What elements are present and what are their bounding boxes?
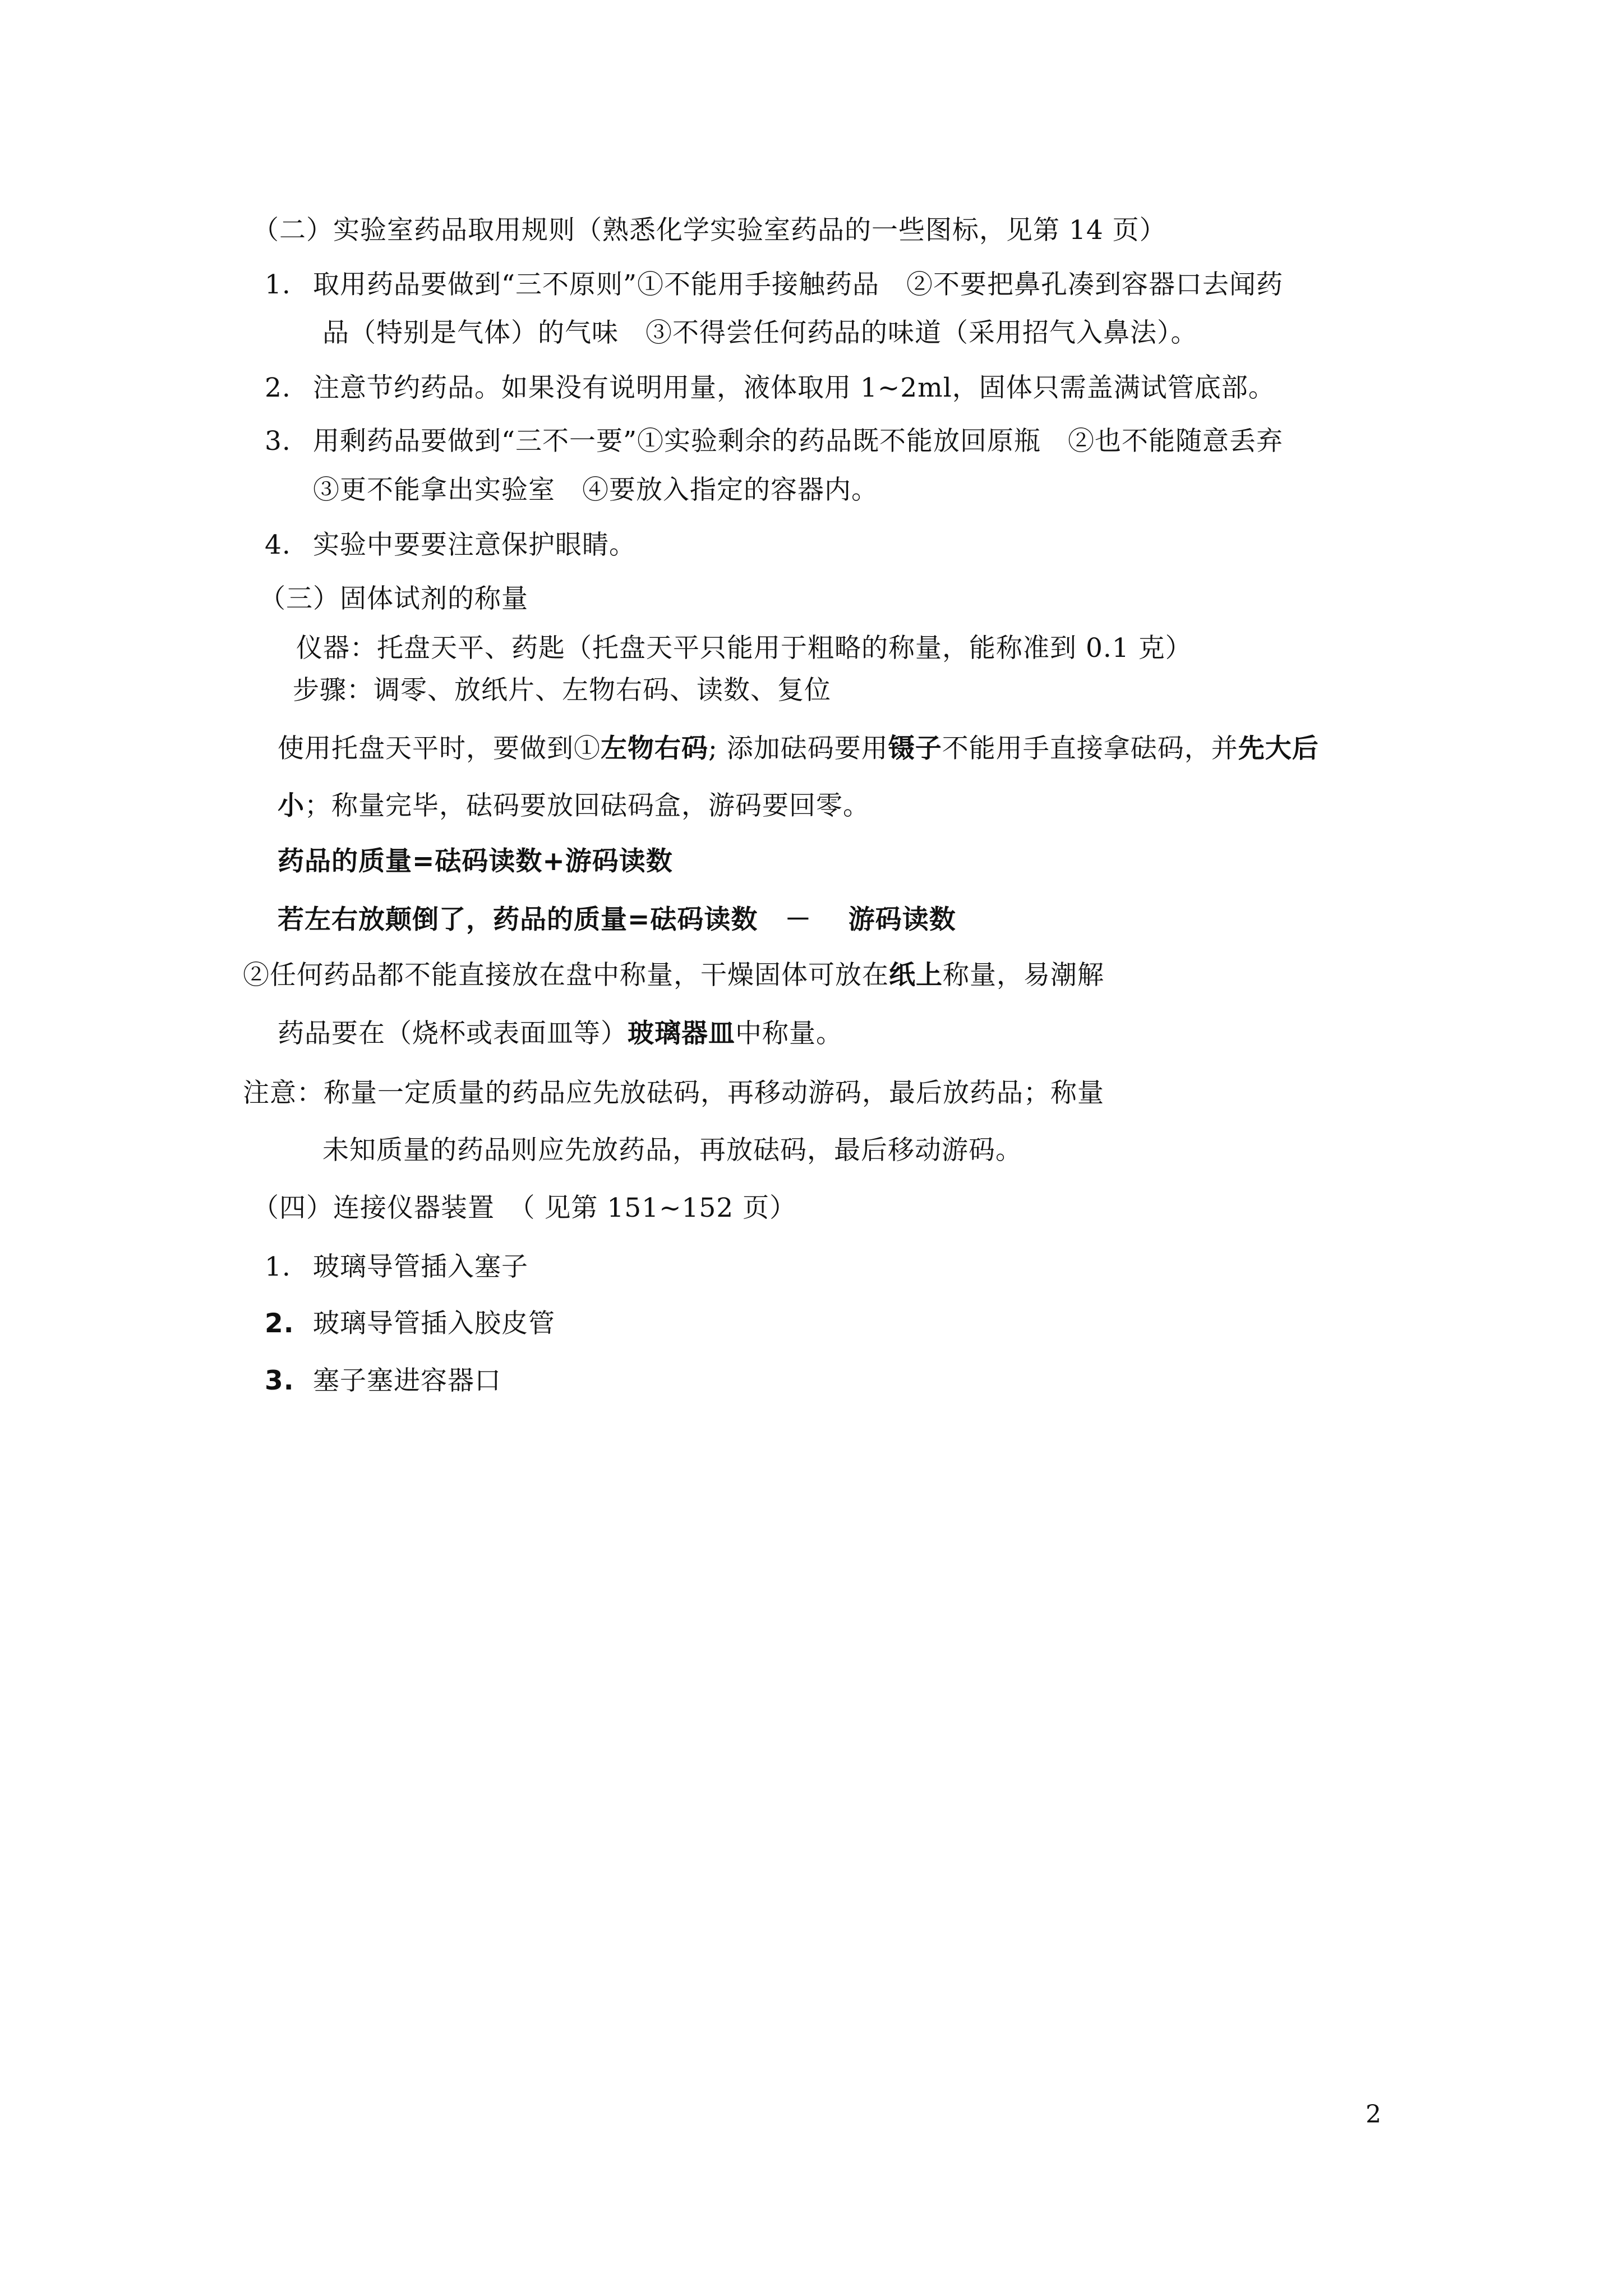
rule2-line xyxy=(243,960,1104,991)
page-number: 2 xyxy=(1366,2100,1381,2129)
text-run: 称量，易潮解 xyxy=(943,960,1104,991)
list-item-num: 2. xyxy=(265,1308,294,1339)
list-item-text-cont: ③更不能拿出实验室 ④要放入指定的容器内。 xyxy=(313,475,878,505)
bold-run: 玻璃器皿 xyxy=(628,1018,735,1049)
text-run: 中称量。 xyxy=(735,1018,843,1049)
list-item-num: 3. xyxy=(265,1365,294,1396)
list-item-num: 4. xyxy=(265,530,291,560)
list-item-num: 3. xyxy=(265,426,291,457)
note-line: 注意：称量一定质量的药品应先放砝码，再移动游码，最后放药品；称量 xyxy=(243,1078,1104,1108)
bold-run: 小 xyxy=(278,790,305,821)
list-item-num: 1. xyxy=(265,1251,291,1282)
text-run: ②任何药品都不能直接放在盘中称量，干燥固体可放在 xyxy=(243,960,889,991)
section4-heading: （四）连接仪器装置 （ 见第 151~152 页） xyxy=(252,1193,797,1223)
bold-run: 先大后 xyxy=(1238,733,1319,764)
bold-run: 左物右码 xyxy=(601,733,708,764)
text-run: 使用托盘天平时，要做到① xyxy=(278,733,601,764)
instruments-line: 仪器：托盘天平、药匙（托盘天平只能用于粗略的称量，能称准到 0.1 克） xyxy=(296,633,1192,664)
list-item-num: 2. xyxy=(265,372,291,403)
list-item-text: 玻璃导管插入胶皮管 xyxy=(313,1308,555,1339)
list-item-text: 实验中要要注意保护眼睛。 xyxy=(313,530,636,560)
list-item-text: 用剩药品要做到“三不一要”①实验剩余的药品既不能放回原瓶 ②也不能随意丢弃 xyxy=(313,426,1284,457)
list-item-text: 取用药品要做到“三不原则”①不能用手接触药品 ②不要把鼻孔凑到容器口去闻药 xyxy=(313,269,1284,300)
text-run: 不能用手直接拿砝码，并 xyxy=(942,733,1238,764)
note-line-cont: 未知质量的药品则应先放药品，再放砝码，最后移动游码。 xyxy=(322,1135,1022,1166)
list-item-text: 注意节约药品。如果没有说明用量，液体取用 1~2ml，固体只需盖满试管底部。 xyxy=(313,372,1275,403)
usage-line xyxy=(278,735,1319,762)
bold-run: 镊子 xyxy=(888,733,942,764)
steps-line: 步骤：调零、放纸片、左物右码、读数、复位 xyxy=(293,675,831,706)
formula-mass: 药品的质量=砝码读数+游码读数 xyxy=(278,846,673,877)
list-item-text-cont: 品（特别是气体）的气味 ③不得尝任何药品的味道（采用招气入鼻法）。 xyxy=(322,318,1198,348)
section3-heading: （三）固体试剂的称量 xyxy=(259,583,528,614)
text-run: ; 添加砝码要用 xyxy=(708,733,888,764)
list-item-num: 1. xyxy=(265,269,291,300)
list-item-text: 塞子塞进容器口 xyxy=(313,1365,501,1396)
text-run: ；称量完毕，砝码要放回砝码盒，游码要回零。 xyxy=(305,790,870,821)
usage-line-cont xyxy=(278,790,870,821)
bold-run: 纸上 xyxy=(889,960,943,991)
text-run: 药品要在（烧杯或表面皿等） xyxy=(278,1018,628,1049)
formula-reversed: 若左右放颠倒了，药品的质量=砝码读数 － 游码读数 xyxy=(278,904,956,935)
list-item-text: 玻璃导管插入塞子 xyxy=(313,1251,528,1282)
section2-heading: （二）实验室药品取用规则（熟悉化学实验室药品的一些图标，见第 14 页） xyxy=(252,215,1166,246)
rule2-line-cont xyxy=(278,1020,843,1047)
